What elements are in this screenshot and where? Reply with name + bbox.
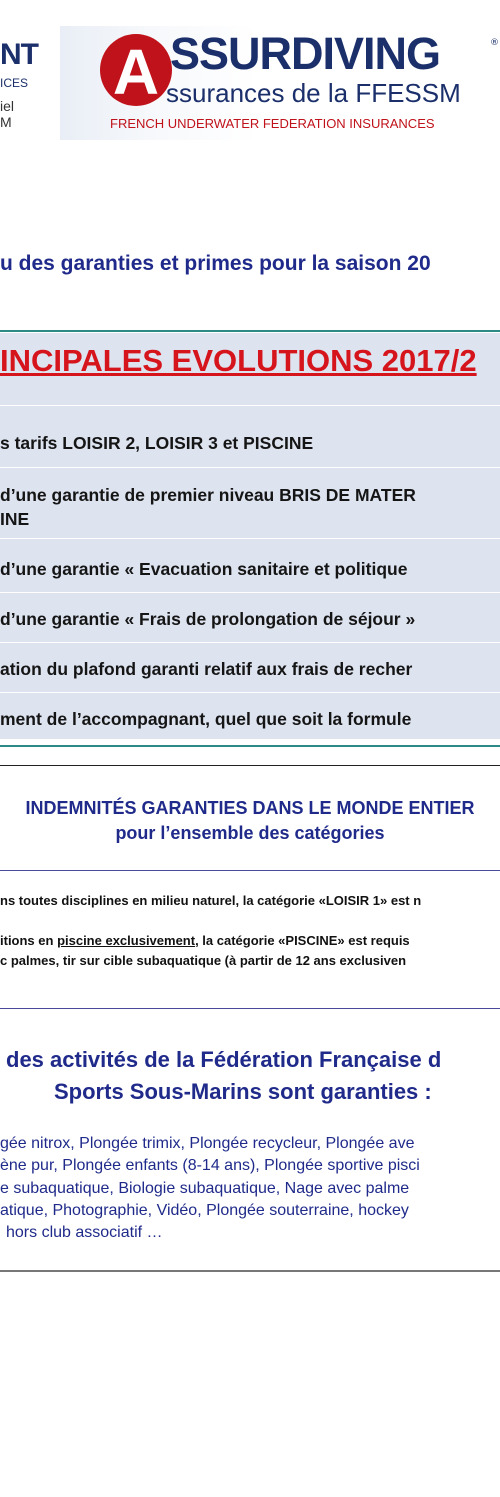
evolutions-divider (0, 467, 500, 468)
condition-line-palmes: c palmes, tir sur cible subaquatique (à partir de 12 ans exclusiven (0, 953, 407, 968)
footer-rule (0, 1270, 500, 1272)
evolutions-divider (0, 405, 500, 406)
page-title: u des garanties et primes pour la saison 20 (0, 252, 431, 275)
evolutions-divider (0, 692, 500, 693)
activity-list-line: ène pur, Plongée enfants (8-14 ans), Plongée sportive pisci (0, 1157, 420, 1174)
evolution-item: ment de l’accompagnant, quel que soit la formule (0, 709, 412, 729)
piscine-exclusivement-text: piscine exclusivement (57, 933, 196, 948)
brand-tagline: FRENCH UNDERWATER FEDERATION INSURANCES (110, 116, 435, 131)
condition-line-loisir: ns toutes disciplines en milieu naturel, la catégorie «LOISIR 1» est n (0, 893, 422, 908)
brand-subtitle: ssurances de la FFESSM (166, 78, 461, 108)
evolutions-title: INCIPALES EVOLUTIONS 2017/2 (0, 343, 477, 378)
evolutions-divider (0, 642, 500, 643)
activity-list-line: gée nitrox, Plongée trimix, Plongée recycleur, Plongée ave (0, 1135, 415, 1152)
partner-logo-line4: M (0, 114, 12, 130)
evolutions-bottom-rule (0, 745, 500, 747)
indemnites-title-line2: pour l’ensemble des catégories (115, 823, 385, 843)
condition-line-piscine: itions en piscine exclusivement, la catégorie «PISCINE» est requis (0, 933, 410, 948)
evolution-item: d’une garantie de premier niveau BRIS DE MATER (0, 485, 416, 505)
indemnites-title-line1: INDEMNITÉS GARANTIES DANS LE MONDE ENTIER (25, 798, 475, 818)
conditions-rule (0, 1008, 500, 1009)
activity-list-line: e subaquatique, Biologie subaquatique, Nage avec palme (0, 1180, 410, 1197)
indemnites-heading (0, 796, 500, 846)
evolutions-top-rule (0, 330, 500, 332)
evolutions-divider (0, 592, 500, 593)
activities-title-line1: des activités de la Fédération Française d (6, 1047, 442, 1072)
registered-mark: ® (490, 38, 499, 48)
partner-logo-line2: ICES (0, 76, 29, 90)
partner-logo-line3: iel (0, 98, 15, 114)
evolution-item: INE (0, 509, 30, 529)
evolutions-divider (0, 538, 500, 539)
partner-logo (0, 26, 60, 140)
brand-name: SSURDIVING (170, 28, 441, 79)
evolution-item: ation du plafond garanti relatif aux frais de recher (0, 659, 413, 679)
assurdiving-a-icon (98, 32, 174, 108)
partner-logo-line1: NT (0, 38, 38, 71)
section-rule (0, 765, 500, 766)
indemnites-rule (0, 870, 500, 871)
evolution-item: d’une garantie « Evacuation sanitaire et politique (0, 559, 408, 579)
activities-title-line2: Sports Sous-Marins sont garanties : (54, 1079, 432, 1104)
assurdiving-letter: A (112, 36, 160, 108)
evolution-item: d’une garantie « Frais de prolongation de séjour » (0, 609, 416, 629)
evolution-item: s tarifs LOISIR 2, LOISIR 3 et PISCINE (0, 433, 314, 453)
activity-list-line: atique, Photographie, Vidéo, Plongée souterraine, hockey (0, 1202, 409, 1219)
activities-heading (0, 1044, 500, 1108)
activity-list-line: hors club associatif … (6, 1224, 163, 1241)
